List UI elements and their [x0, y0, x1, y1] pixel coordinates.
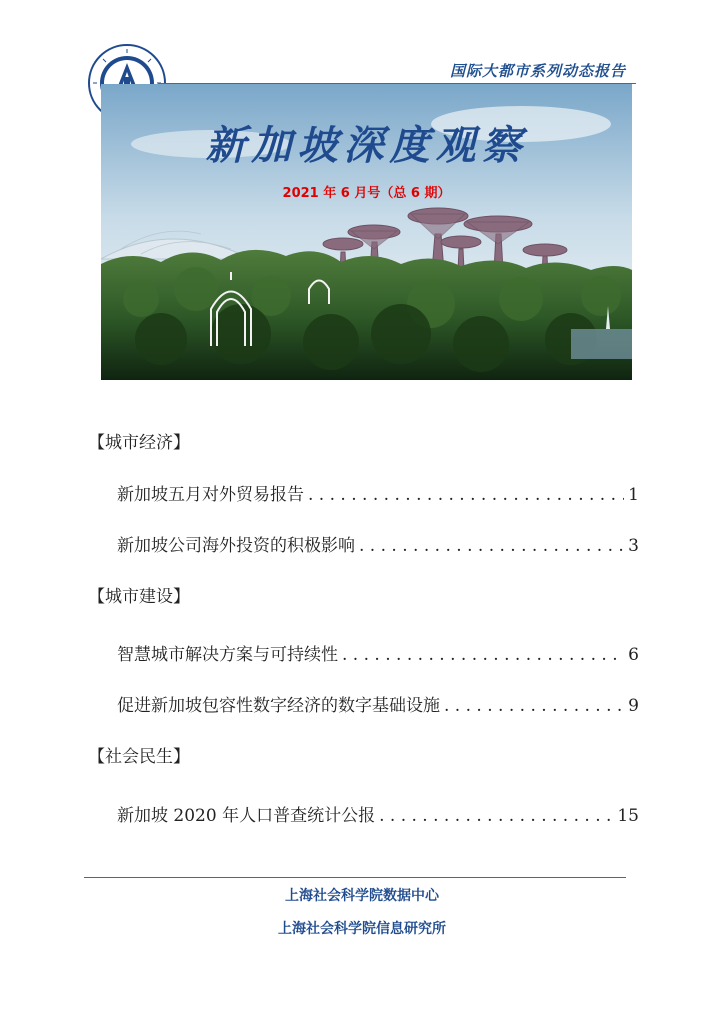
toc-page-number: 6 [628, 645, 639, 665]
toc-page-number: 3 [628, 536, 639, 556]
toc-entry[interactable] [117, 480, 639, 505]
toc-entry[interactable] [117, 531, 639, 556]
section-title-urban-economy: 【城市经济】 [88, 433, 190, 453]
issue-label: 2021 年 6 月号（总 6 期） [282, 186, 451, 201]
toc-entry[interactable] [117, 640, 639, 665]
report-title: 新加坡深度观察 [205, 122, 528, 169]
section-title-social-livelihood: 【社会民生】 [88, 747, 190, 767]
toc-entry-title: 新加坡 2020 年人口普查统计公报 [117, 806, 376, 826]
toc-page-number: 1 [628, 485, 639, 505]
footer-publisher-information-institute: 上海社会科学院信息研究所 [278, 921, 446, 937]
toc-entry-title: 新加坡公司海外投资的积极影响 [117, 536, 355, 556]
toc-entry[interactable] [117, 801, 639, 826]
cover-image [101, 84, 632, 380]
footer-divider [84, 877, 626, 878]
toc-entry[interactable] [117, 691, 639, 716]
series-title: 国际大都市系列动态报告 [449, 62, 626, 80]
toc-leader-dots [308, 485, 624, 505]
toc-page-number: 15 [617, 806, 639, 826]
section-title-urban-construction: 【城市建设】 [88, 587, 190, 607]
toc-leader-dots [359, 536, 624, 556]
toc-leader-dots [379, 806, 613, 826]
toc-page-number: 9 [628, 696, 639, 716]
toc-entry-title: 智慧城市解决方案与可持续性 [117, 645, 338, 665]
footer-publisher-data-center: 上海社会科学院数据中心 [285, 888, 439, 904]
toc-entry-title: 促进新加坡包容性数字经济的数字基础设施 [117, 696, 440, 716]
toc-leader-dots [444, 696, 624, 716]
toc-leader-dots [342, 645, 624, 665]
toc-entry-title: 新加坡五月对外贸易报告 [117, 485, 304, 505]
